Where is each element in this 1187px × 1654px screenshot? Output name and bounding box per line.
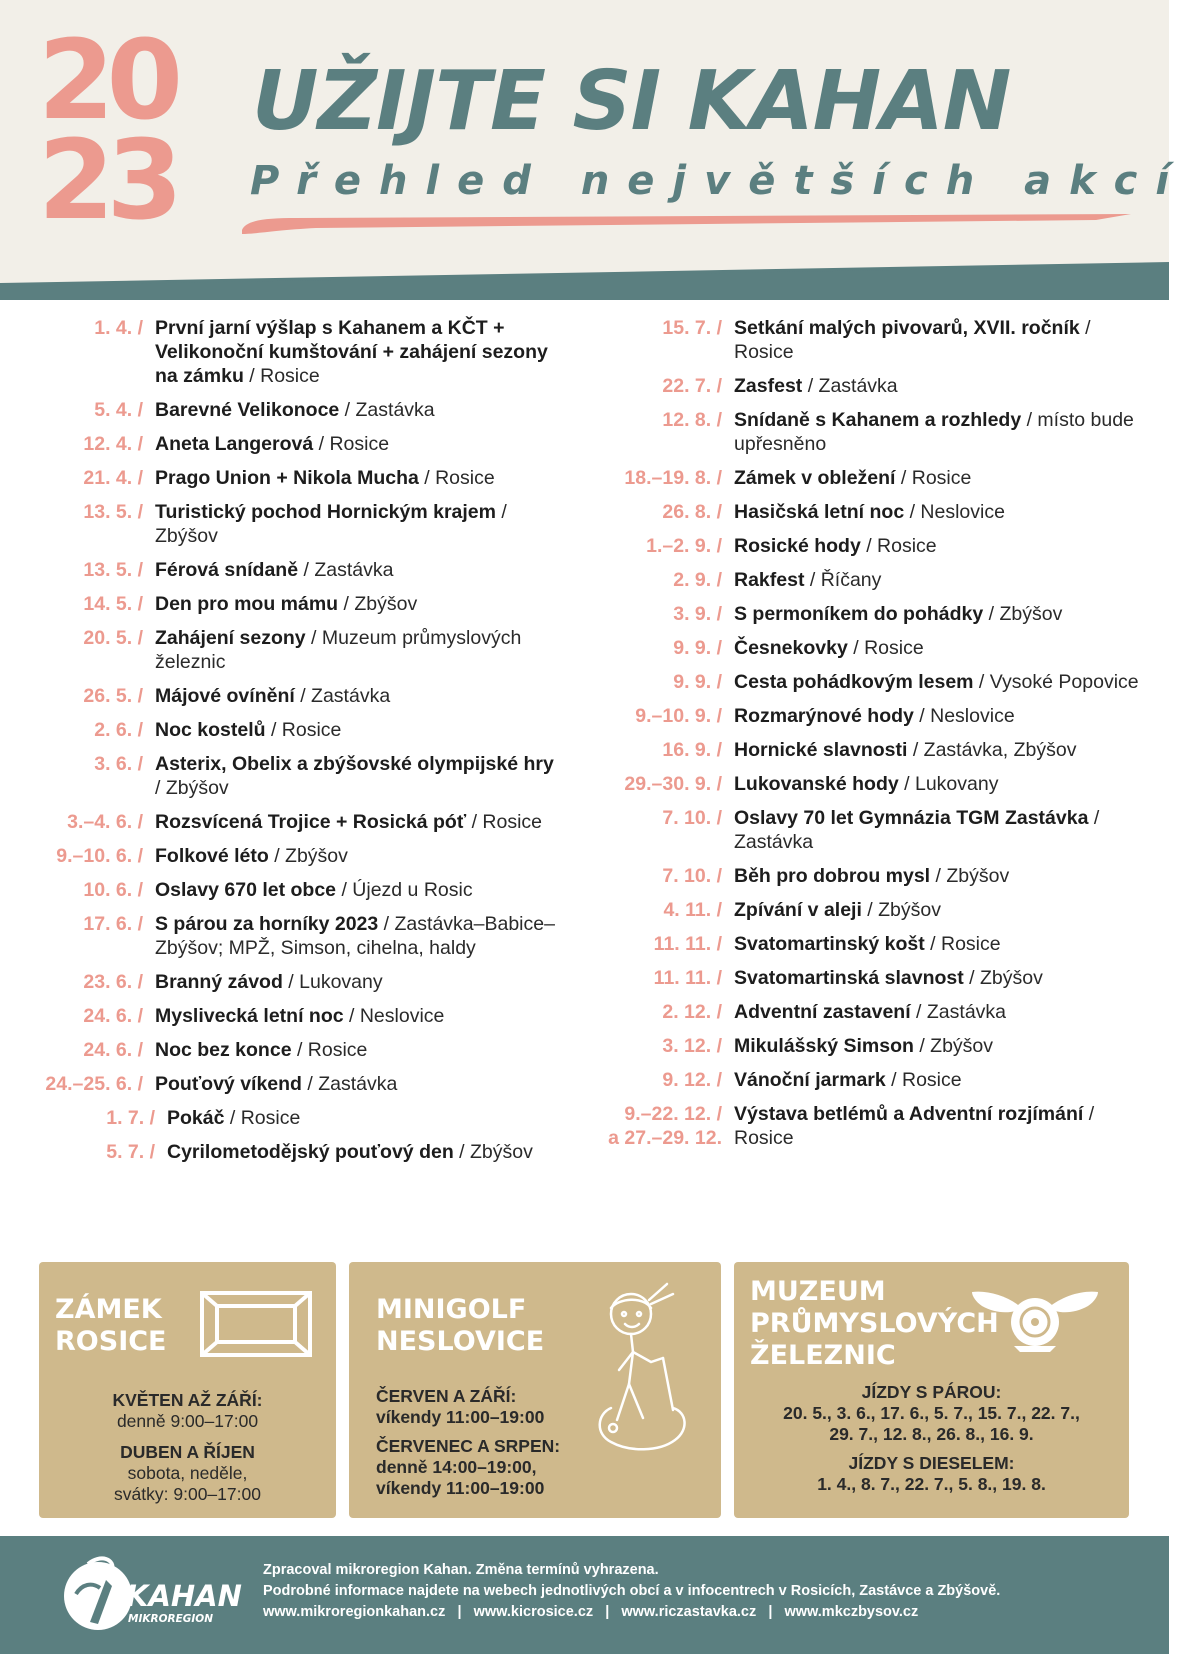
- event-date: 24.–25. 6. /: [45, 1073, 143, 1095]
- event-date: 3. 12. /: [662, 1035, 722, 1057]
- event-date: 9. 9. /: [673, 637, 722, 659]
- minigolf-boy-icon: [589, 1280, 699, 1460]
- event-place: / Muzeum průmyslových železnic: [155, 627, 522, 673]
- event-name: První jarní výšlap s Kahanem a KČT + Velikonoční kumštování + zahájení sezony na zámku: [155, 317, 548, 387]
- event-item: [0, 970, 580, 994]
- event-name: Mikulášský Simson: [734, 1035, 914, 1057]
- event-date: 5. 4. /: [94, 399, 143, 421]
- event-item: [0, 432, 580, 456]
- event-item: [0, 398, 580, 422]
- event-name: Májové ovínění: [155, 685, 295, 707]
- event-date: 22. 7. /: [662, 375, 722, 397]
- event-date: 3. 9. /: [673, 603, 722, 625]
- event-date: 14. 5. /: [83, 593, 143, 615]
- event-item: [0, 1038, 580, 1062]
- footer: [0, 1536, 1169, 1654]
- box-title: MUZEUM PRŮMYSLOVÝCH ŽELEZNIC: [750, 1276, 999, 1371]
- event-place: / Rosice: [860, 535, 937, 557]
- event-place: / Lukovany: [282, 971, 383, 993]
- event-date: 23. 6. /: [83, 971, 143, 993]
- event-item: [578, 534, 1169, 558]
- event-date: 2. 9. /: [673, 569, 722, 591]
- event-place: / Vysoké Popovice: [973, 671, 1139, 693]
- event-name: Rozsvícená Trojice + Rosická póť: [155, 811, 467, 833]
- event-date: 9.–10. 9. /: [635, 705, 722, 727]
- event-name: Setkání malých pivovarů, XVII. ročník: [734, 317, 1080, 339]
- box-zamek-rosice: [39, 1262, 336, 1518]
- event-place: / Rosice: [291, 1039, 368, 1061]
- underline-swoosh: [236, 212, 1136, 238]
- event-date: 9. 12. /: [662, 1069, 722, 1091]
- event-name: Branný závod: [155, 971, 283, 993]
- event-name: Noc kostelů: [155, 719, 266, 741]
- events-column-left: [0, 316, 580, 1174]
- event-name: Vánoční jarmark: [734, 1069, 886, 1091]
- box-hours: KVĚTEN AŽ ZÁŘÍ: denně 9:00–17:00 DUBEN A ŘÍJEN sobota, neděle, svátky: 9:00–17:00: [112, 1390, 263, 1504]
- event-item: [0, 912, 580, 960]
- event-place: / místo bude upřesněno: [734, 409, 1134, 455]
- event-place: / Rosice: [734, 1103, 1095, 1149]
- footer-line-2: Podrobné informace najdete na webech jednotlivých obcí a v infocentrech v Rosicích, Zastávce a Zbýšově.: [263, 1583, 1001, 1599]
- event-item: [0, 1072, 580, 1096]
- event-name: Běh pro dobrou mysl: [734, 865, 931, 887]
- event-place: / Rosice: [313, 433, 390, 455]
- event-place: / Zbýšov: [155, 501, 507, 547]
- year: [38, 16, 176, 244]
- kahan-logo: [60, 1550, 242, 1640]
- event-place: / Zbýšov: [930, 865, 1010, 887]
- event-date: 2. 12. /: [662, 1001, 722, 1023]
- page-title: UŽIJTE SI KAHAN: [252, 54, 1011, 149]
- event-name: Zpívání v aleji: [734, 899, 862, 921]
- event-place: / Zastávka: [298, 559, 394, 581]
- event-name: Aneta Langerová: [155, 433, 314, 455]
- event-item: [578, 966, 1169, 990]
- event-item: [578, 408, 1169, 456]
- event-name: Zámek v obležení: [734, 467, 896, 489]
- event-place: / Rosice: [466, 811, 543, 833]
- event-item: [578, 316, 1169, 364]
- event-name: Adventní zastavení: [734, 1001, 911, 1023]
- event-name: Hornické slavnosti: [734, 739, 908, 761]
- event-date: 3. 6. /: [94, 753, 143, 775]
- event-date: 9. 9. /: [673, 671, 722, 693]
- event-item: [578, 602, 1169, 626]
- event-item: [578, 1068, 1169, 1092]
- event-item: [578, 636, 1169, 660]
- event-date: 12. 8. /: [662, 409, 722, 431]
- header: [0, 0, 1187, 300]
- event-name: S párou za horníky 2023: [155, 913, 379, 935]
- event-place: / Újezd u Rosic: [336, 879, 473, 901]
- event-name: Zasfest: [734, 375, 803, 397]
- event-place: / Zbýšov: [861, 899, 941, 921]
- event-item: [578, 374, 1169, 398]
- event-place: / Neslovice: [913, 705, 1015, 727]
- events-column-right: [578, 316, 1169, 1160]
- event-item: [578, 670, 1169, 694]
- winged-wheel-icon: [968, 1284, 1102, 1356]
- event-item: [0, 1140, 580, 1164]
- event-place: / Zastávka: [802, 375, 898, 397]
- event-item: [578, 898, 1169, 922]
- year-bottom: 23: [38, 116, 176, 244]
- event-item: [0, 1106, 580, 1130]
- event-item: [0, 878, 580, 902]
- event-date: 16. 9. /: [662, 739, 722, 761]
- event-name: Oslavy 70 let Gymnázia TGM Zastávka: [734, 807, 1089, 829]
- event-place: / Zastávka: [294, 685, 391, 707]
- event-place: / Zastávka: [734, 807, 1100, 853]
- event-item: [0, 592, 580, 616]
- event-date: 26. 5. /: [83, 685, 143, 707]
- event-place: / Zbýšov: [983, 603, 1063, 625]
- event-place: / Zbýšov: [963, 967, 1043, 989]
- event-place: / Zastávka: [301, 1073, 398, 1095]
- event-name: Rozmarýnové hody: [734, 705, 914, 727]
- event-place: / Zbýšov: [268, 845, 348, 867]
- event-name: Hasičská letní noc: [734, 501, 905, 523]
- event-item: [0, 718, 580, 742]
- event-place: / Rosice: [243, 365, 320, 387]
- event-date: 20. 5. /: [83, 627, 143, 649]
- event-date: 1.–2. 9. /: [646, 535, 722, 557]
- event-date: 18.–19. 8. /: [624, 467, 722, 489]
- event-date: 10. 6. /: [83, 879, 143, 901]
- event-name: Oslavy 670 let obce: [155, 879, 337, 901]
- event-date: 11. 11. /: [653, 933, 722, 955]
- box-muzeum: [734, 1262, 1129, 1518]
- info-boxes: [39, 1262, 1129, 1518]
- event-name: Pouťový víkend: [155, 1073, 302, 1095]
- event-item: [0, 844, 580, 868]
- event-name: Rosické hody: [734, 535, 861, 557]
- event-name: Česnekovky: [734, 637, 848, 659]
- event-date: 3.–4. 6. /: [67, 811, 143, 833]
- event-name: S permoníkem do pohádky: [734, 603, 984, 625]
- event-name: Lukovanské hody: [734, 773, 899, 795]
- event-item: [0, 558, 580, 582]
- event-place: / Zbýšov: [338, 593, 418, 615]
- logo-sub: MIKROREGION: [128, 1613, 213, 1625]
- event-item: [578, 864, 1169, 888]
- event-item: [578, 1000, 1169, 1024]
- event-date: 13. 5. /: [83, 559, 143, 581]
- event-name: Prago Union + Nikola Mucha: [155, 467, 419, 489]
- event-date: 9.–22. 12. / a 27.–29. 12.: [608, 1103, 722, 1149]
- event-name: Férová snídaně: [155, 559, 299, 581]
- event-place: / Rosice: [265, 719, 342, 741]
- event-date: 9.–10. 6. /: [56, 845, 143, 867]
- year-top: 20: [38, 16, 176, 144]
- event-place: / Lukovany: [898, 773, 999, 795]
- event-name: Noc bez konce: [155, 1039, 292, 1061]
- event-place: / Zastávka, Zbýšov: [907, 739, 1077, 761]
- event-item: [0, 752, 580, 800]
- footer-line-1: Zpracoval mikroregion Kahan. Změna termínů vyhrazena.: [263, 1562, 659, 1578]
- event-date: 7. 10. /: [662, 807, 722, 829]
- box-title: ZÁMEK ROSICE: [55, 1294, 167, 1357]
- event-date: 7. 10. /: [662, 865, 722, 887]
- event-date: 21. 4. /: [83, 467, 143, 489]
- event-place: / Říčany: [804, 569, 882, 591]
- event-date: 26. 8. /: [662, 501, 722, 523]
- event-place: / Zbýšov: [453, 1141, 533, 1163]
- event-name: Den pro mou mámu: [155, 593, 339, 615]
- event-item: [0, 1004, 580, 1028]
- event-name: Barevné Velikonoce: [155, 399, 340, 421]
- event-item: [578, 466, 1169, 490]
- box-minigolf-neslovice: [349, 1262, 721, 1518]
- event-item: [578, 772, 1169, 796]
- event-name: Folkové léto: [155, 845, 269, 867]
- box-schedule: JÍZDY S PÁROU: 20. 5., 3. 6., 17. 6., 5. 7., 15. 7., 22. 7., 29. 7., 12. 8., 26. 8., 16. 9. JÍZDY S DIESELEM: 1. 4., 8. 7., 22. 7., 5. 8., 19. 8.: [783, 1382, 1080, 1494]
- event-place: / Rosice: [418, 467, 495, 489]
- event-date: 13. 5. /: [83, 501, 143, 523]
- event-place: / Zbýšov: [155, 777, 229, 799]
- event-item: [578, 1102, 1169, 1150]
- event-name: Svatomartinský košt: [734, 933, 925, 955]
- footer-text: [263, 1560, 1000, 1623]
- event-place: / Neslovice: [343, 1005, 445, 1027]
- event-name: Pokáč: [167, 1107, 225, 1129]
- event-item: [0, 684, 580, 708]
- event-name: Cyrilometodějský pouťový den: [167, 1141, 454, 1163]
- event-name: Asterix, Obelix a zbýšovské olympijské hry: [155, 753, 554, 775]
- event-item: [578, 738, 1169, 762]
- event-item: [578, 806, 1169, 854]
- event-place: / Zastávka–Babice–Zbýšov; MPŽ, Simson, cihelna, haldy: [155, 913, 555, 959]
- event-place: / Rosice: [224, 1107, 301, 1129]
- box-title: MINIGOLF NESLOVICE: [376, 1294, 545, 1357]
- event-place: / Rosice: [734, 317, 1091, 363]
- event-name: Cesta pohádkovým lesem: [734, 671, 974, 693]
- event-date: 17. 6. /: [83, 913, 143, 935]
- event-date: 1. 7. /: [106, 1107, 155, 1129]
- event-place: / Zastávka: [910, 1001, 1007, 1023]
- event-item: [0, 316, 580, 388]
- footer-links[interactable]: www.mikroregionkahan.cz | www.kicrosice.cz | www.riczastavka.cz | www.mkczbysov.cz: [263, 1604, 919, 1620]
- event-place: / Zastávka: [339, 399, 435, 421]
- event-place: / Rosice: [895, 467, 972, 489]
- event-name: Výstava betlémů a Adventní rozjímání: [734, 1103, 1084, 1125]
- event-item: [578, 568, 1169, 592]
- event-place: / Zbýšov: [913, 1035, 994, 1057]
- event-date: 24. 6. /: [83, 1039, 143, 1061]
- event-date: 12. 4. /: [83, 433, 143, 455]
- event-item: [578, 932, 1169, 956]
- event-item: [0, 466, 580, 490]
- event-name: Zahájení sezony: [155, 627, 306, 649]
- event-name: Turistický pochod Hornickým krajem: [155, 501, 496, 523]
- event-date: 5. 7. /: [106, 1141, 155, 1163]
- box-hours: ČERVEN A ZÁŘÍ: víkendy 11:00–19:00 ČERVENEC A SRPEN: denně 14:00–19:00, víkendy 11:00–19:00: [376, 1386, 561, 1498]
- event-place: / Rosice: [885, 1069, 962, 1091]
- event-date: 15. 7. /: [662, 317, 722, 339]
- event-date: 29.–30. 9. /: [624, 773, 722, 795]
- event-item: [578, 500, 1169, 524]
- logo-name: KAHAN: [126, 1579, 242, 1613]
- event-item: [578, 704, 1169, 728]
- event-place: / Rosice: [847, 637, 924, 659]
- event-item: [0, 810, 580, 834]
- event-name: Rakfest: [734, 569, 805, 591]
- event-name: Snídaně s Kahanem a rozhledy: [734, 409, 1022, 431]
- event-item: [0, 626, 580, 674]
- castle-frame-icon: [199, 1290, 313, 1358]
- page-subtitle: Přehled největších akcí: [250, 158, 1187, 204]
- event-date: 4. 11. /: [663, 899, 722, 921]
- event-place: / Rosice: [924, 933, 1001, 955]
- event-name: Svatomartinská slavnost: [734, 967, 964, 989]
- event-date: 11. 11. /: [653, 967, 722, 989]
- event-name: Myslivecká letní noc: [155, 1005, 344, 1027]
- event-place: / Neslovice: [904, 501, 1005, 523]
- event-date: 24. 6. /: [83, 1005, 143, 1027]
- event-date: 2. 6. /: [94, 719, 143, 741]
- event-date: 1. 4. /: [94, 317, 143, 339]
- event-item: [0, 500, 580, 548]
- event-item: [578, 1034, 1169, 1058]
